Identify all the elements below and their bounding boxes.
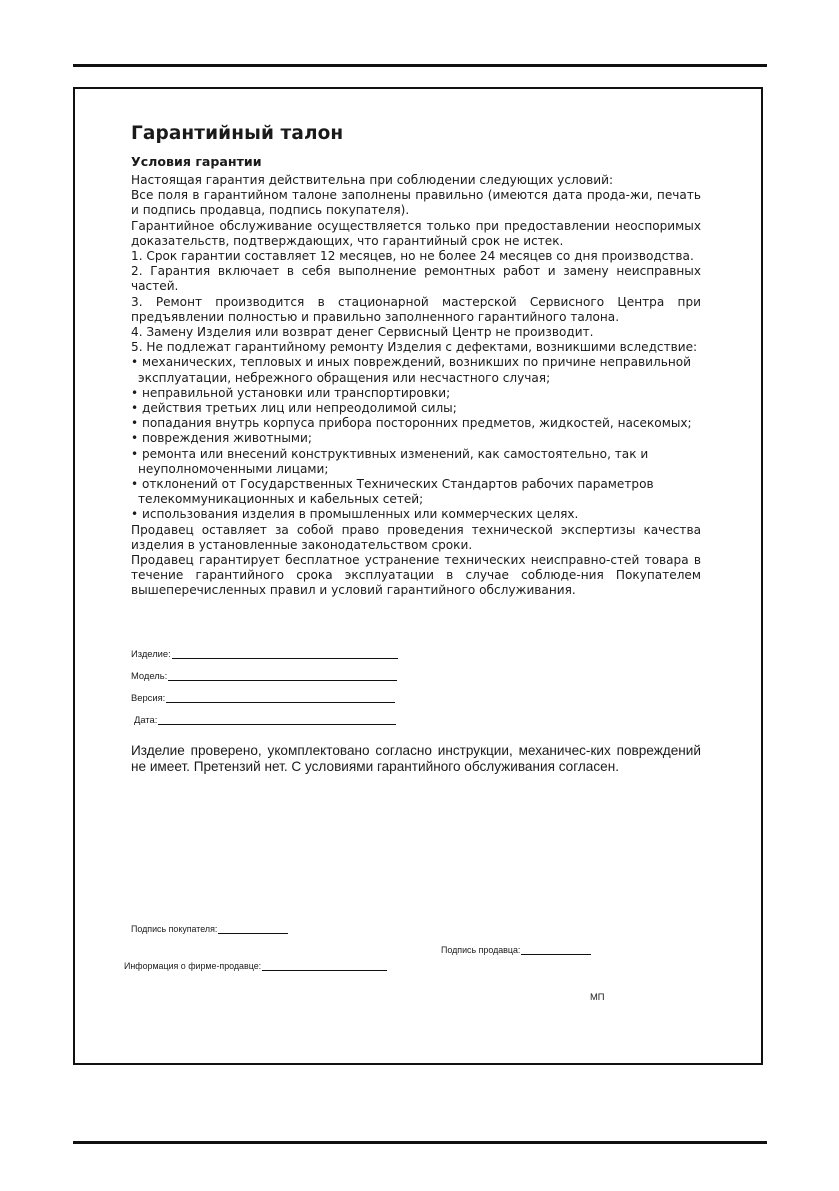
product-line[interactable] <box>172 648 398 659</box>
seller-info-line[interactable] <box>262 960 387 971</box>
terms-paragraph: 4. Замену Изделия или возврат денег Сервисный Центр не производит. <box>131 325 594 340</box>
exclusion-item: • использования изделия в промышленных или коммерческих целях. <box>131 507 579 522</box>
version-line[interactable] <box>166 692 395 703</box>
terms-paragraph: Все поля в гарантийном талоне заполнены правильно (имеются дата прода-жи, печать и подпись продавца, подпись покупателя). <box>131 188 701 218</box>
model-field[interactable] <box>131 659 701 681</box>
date-field[interactable] <box>131 703 701 725</box>
terms-paragraph: Настоящая гарантия действительна при соблюдении следующих условий: <box>131 173 614 187</box>
version-field[interactable] <box>131 681 701 703</box>
seller-signature-field[interactable] <box>441 944 591 955</box>
closing-paragraph: Продавец гарантирует бесплатное устранение технических неисправно-стей товара в течение гарантийного срока эксплуатации в случае соблюде-ния Покупателем вышеперечисленных правил и условий гарантийного обслуживания. <box>131 553 701 598</box>
buyer-signature-label: Подпись покупателя: <box>131 924 218 934</box>
warranty-card-frame <box>73 87 763 1065</box>
bottom-rule <box>73 1141 767 1144</box>
seller-signature-label: Подпись продавца: <box>441 945 521 955</box>
warranty-card-content <box>131 123 701 788</box>
section-subtitle: Условия гарантии <box>131 154 262 169</box>
date-line[interactable] <box>158 714 396 725</box>
exclusion-item: • попадания внутрь корпуса прибора посторонних предметов, жидкостей, насекомых; <box>131 416 692 431</box>
model-label: Модель: <box>131 669 168 681</box>
closing-paragraph: Продавец оставляет за собой право проведения технической экспертизы качества изделия в установленные законодательством сроки. <box>131 522 701 552</box>
terms-paragraph: 1. Срок гарантии составляет 12 месяцев, но не более 24 месяцев со дня производства. <box>131 249 694 264</box>
stamp-label: МП <box>590 991 605 1002</box>
seller-info-field[interactable] <box>124 960 387 971</box>
exclusion-item: • механических, тепловых и иных повреждений, возникших по причине неправильной эксплуатации, небрежного обращения или несчастного случая; <box>131 355 692 385</box>
exclusion-item: • действия третьих лиц или непреодолимой силы; <box>131 401 457 416</box>
exclusion-item: • отклонений от Государственных Технических Стандартов рабочих параметров телекоммуникационных и кабельных сетей; <box>131 477 654 507</box>
terms-paragraph: Гарантийное обслуживание осуществляется только при предоставлении неоспоримых доказательств, подтверждающих, что гарантийный срок не истек. <box>131 218 701 248</box>
terms-paragraph: 2. Гарантия включает в себя выполнение ремонтных работ и замену неисправных частей. <box>131 264 701 294</box>
top-rule <box>73 64 767 67</box>
terms-paragraph: 3. Ремонт производится в стационарной мастерской Сервисного Центра при предъявлении полностью и правильно заполненного гарантийного талона. <box>131 294 701 324</box>
seller-info-label: Информация о фирме-продавце: <box>124 961 262 971</box>
exclusion-item: • неправильной установки или транспортировки; <box>131 385 451 400</box>
terms-paragraph: 5. Не подлежат гарантийному ремонту Изделия с дефектами, возникшими вследствие: <box>131 340 698 355</box>
version-label: Версия: <box>131 691 166 703</box>
product-form <box>131 637 701 725</box>
page-title: Гарантийный талон <box>131 123 344 144</box>
warranty-terms <box>131 173 701 599</box>
buyer-signature-line[interactable] <box>218 923 288 934</box>
model-line[interactable] <box>168 670 397 681</box>
buyer-signature-field[interactable] <box>131 923 288 934</box>
seller-signature-line[interactable] <box>521 944 591 955</box>
exclusion-item: • ремонта или внесений конструктивных изменений, как самостоятельно, так и неуполномоченными лицами; <box>131 446 649 476</box>
inspection-statement: Изделие проверено, укомплектовано согласно инструкции, механичес-ких повреждений не имеет. Претензий нет. С условиями гарантийного обслуживания согласен. <box>131 742 701 774</box>
date-label: Дата: <box>134 713 158 725</box>
stamp-place <box>590 991 605 1002</box>
product-label: Изделие: <box>131 647 171 659</box>
exclusion-item: • повреждения животными; <box>131 431 312 446</box>
product-field[interactable] <box>131 637 701 659</box>
